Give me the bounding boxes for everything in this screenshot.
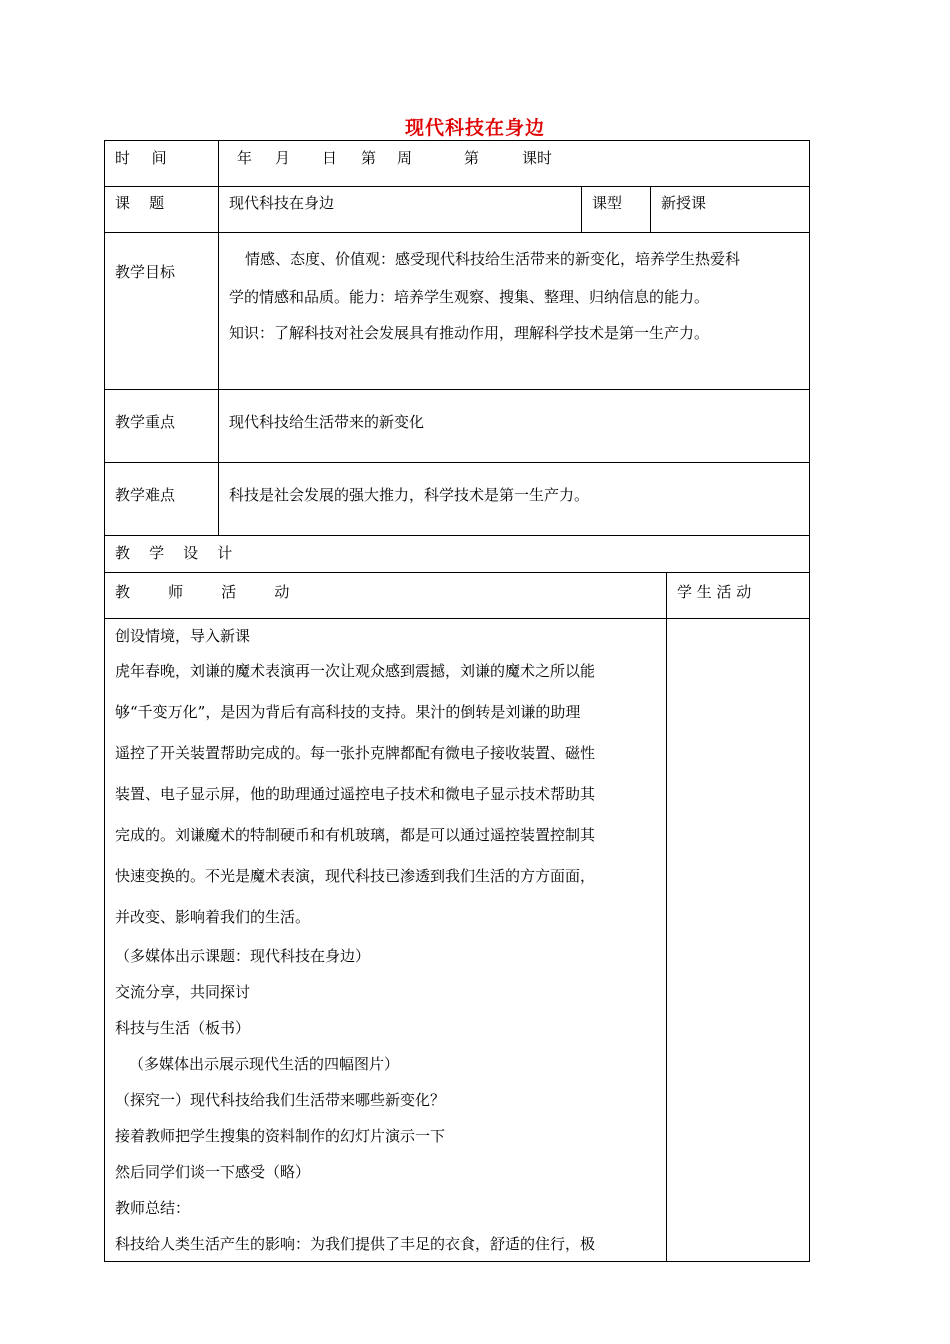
story-line: 遥控了开关装置帮助完成的。每一张扑克牌都配有微电子接收装置、磁性 — [115, 744, 596, 762]
topic-row — [105, 187, 809, 233]
objectives-row — [105, 233, 809, 390]
time-period: 课时 — [522, 149, 553, 167]
objectives-line: 情感、态度、价值观：感受现代科技给生活带来的新变化，培养学生热爱科 — [245, 250, 741, 268]
story-line: 够“千变万化”，是因为背后有高科技的支持。果汁的倒转是刘谦的助理 — [115, 703, 581, 721]
step-line: 教师总结： — [115, 1199, 191, 1217]
type-value: 新授课 — [661, 194, 707, 212]
design-row — [105, 536, 809, 573]
teacher-activity-heading: 教 师 活 动 — [105, 573, 667, 618]
activity-content-row — [105, 619, 809, 1261]
intro-heading: 创设情境，导入新课 — [115, 627, 251, 645]
student-activity-content — [667, 619, 809, 1261]
student-activity-heading: 学 生 活 动 — [677, 583, 752, 601]
key-points-label: 教学重点 — [105, 390, 219, 462]
story-line: 快速变换的。不光是魔术表演，现代科技已渗透到我们生活的方方面面， — [115, 867, 596, 885]
step-line: 然后同学们谈一下感受（略） — [115, 1163, 311, 1181]
story-line: 并改变、影响着我们的生活。 — [115, 908, 311, 926]
step-line: 科技与生活（板书） — [115, 1019, 251, 1037]
time-label: 时 间 — [105, 141, 219, 186]
story-line: 虎年春晚，刘谦的魔术表演再一次让观众感到震撼，刘谦的魔术之所以能 — [115, 662, 596, 680]
topic-value: 现代科技在身边 — [219, 187, 582, 232]
time-fields — [219, 141, 809, 186]
activity-header-row — [105, 573, 809, 619]
time-week: 周 — [397, 149, 413, 167]
step-line: 交流分享，共同探讨 — [115, 983, 251, 1001]
step-line: 科技给人类生活产生的影响：为我们提供了丰足的衣食，舒适的住行，极 — [115, 1235, 596, 1253]
time-month: 月 — [275, 149, 291, 167]
topic-label: 课 题 — [105, 187, 219, 232]
objectives-line: 知识：了解科技对社会发展具有推动作用，理解科学技术是第一生产力。 — [229, 324, 710, 342]
key-points-row — [105, 390, 809, 463]
step-line: （多媒体出示展示现代生活的四幅图片） — [129, 1055, 400, 1073]
teacher-activity-content — [105, 619, 667, 1261]
time-day: 日 — [322, 149, 338, 167]
difficulty-row — [105, 463, 809, 536]
time-week-prefix: 第 — [361, 149, 377, 167]
document-title: 现代科技在身边 — [404, 117, 545, 139]
key-points-value: 现代科技给生活带来的新变化 — [229, 413, 425, 431]
design-label: 教 学 设 计 — [115, 544, 233, 562]
difficulty-label: 教学难点 — [105, 463, 219, 535]
lesson-plan-table — [104, 140, 810, 1262]
step-line: （探究一）现代科技给我们生活带来哪些新变化？ — [115, 1091, 446, 1109]
objectives-content — [219, 233, 809, 389]
story-line: 完成的。刘谦魔术的特制硬币和有机玻璃，都是可以通过遥控装置控制其 — [115, 826, 596, 844]
story-line: 装置、电子显示屏，他的助理通过遥控电子技术和微电子显示技术帮助其 — [115, 785, 596, 803]
time-year: 年 — [237, 149, 253, 167]
objectives-label: 教学目标 — [105, 233, 219, 389]
time-row — [105, 141, 809, 187]
step-line: 接着教师把学生搜集的资料制作的幻灯片演示一下 — [115, 1127, 446, 1145]
type-label: 课型 — [582, 187, 651, 232]
objectives-line: 学的情感和品质。能力：培养学生观察、搜集、整理、归纳信息的能力。 — [229, 288, 710, 306]
step-line: （多媒体出示课题：现代科技在身边） — [115, 947, 371, 965]
difficulty-value: 科技是社会发展的强大推力，科学技术是第一生产力。 — [229, 486, 590, 504]
time-period-prefix: 第 — [464, 149, 480, 167]
